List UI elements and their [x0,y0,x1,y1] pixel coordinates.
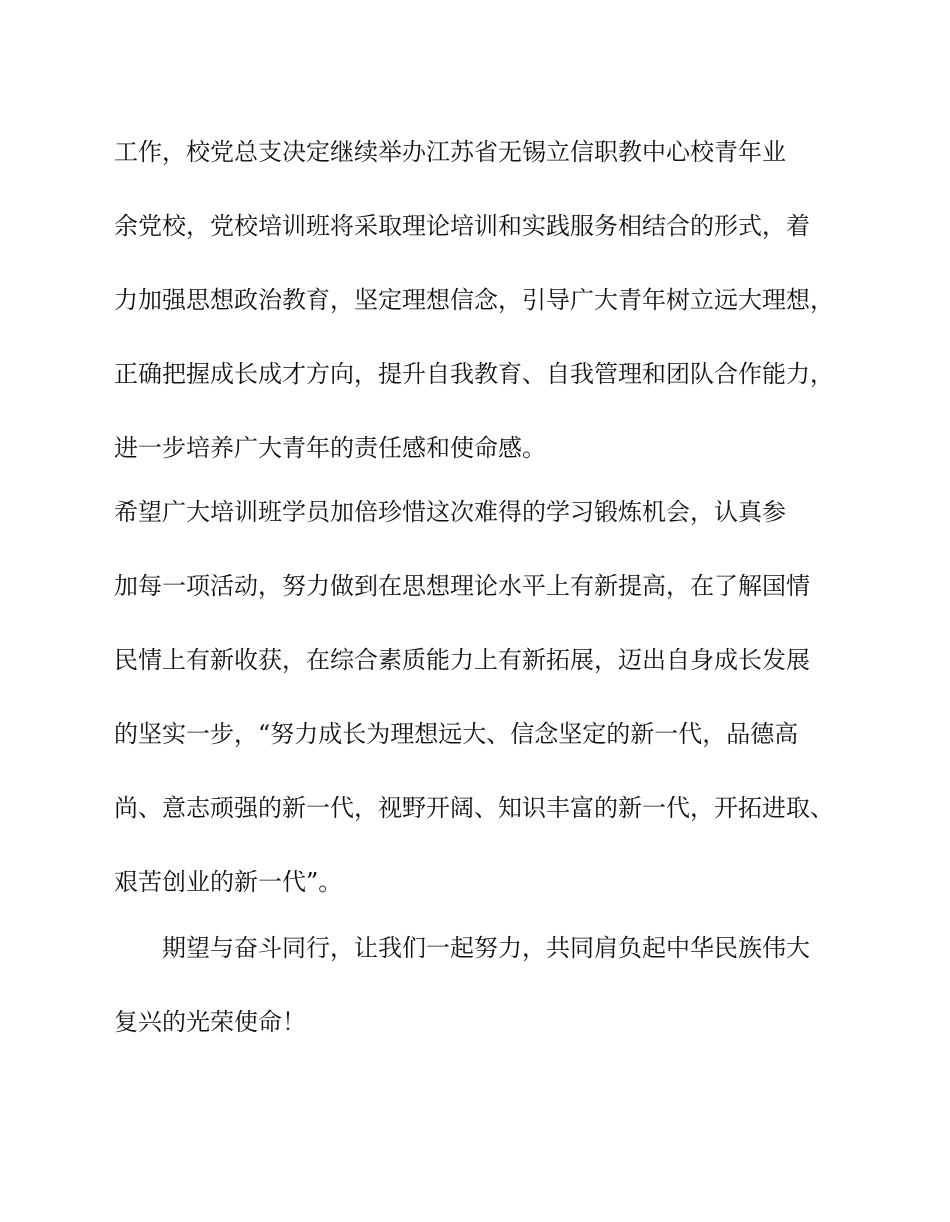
body-line: 复兴的光荣使命！ [114,1008,306,1036]
body-line: 工作，校党总支决定继续举办江苏省无锡立信职教中心校青年业 [114,138,786,166]
body-line: 民情上有新收获，在综合素质能力上有新拓展，迈出自身成长发展 [114,646,810,674]
body-line: 加每一项活动，努力做到在思想理论水平上有新提高，在了解国情 [114,572,810,600]
body-line: 正确把握成长成才方向，提升自我教育、自我管理和团队合作能力， [114,360,834,388]
body-line: 艰苦创业的新一代”。 [114,868,343,896]
body-line: 进一步培养广大青年的责任感和使命感。 [114,434,546,462]
body-line: 尚、意志顽强的新一代，视野开阔、知识丰富的新一代，开拓进取、 [114,794,834,822]
body-line: 的坚实一步，“努力成长为理想远大、信念坚定的新一代，品德高 [114,720,799,748]
body-line: 余党校，党校培训班将采取理论培训和实践服务相结合的形式，着 [114,212,810,240]
body-line: 力加强思想政治教育，坚定理想信念，引导广大青年树立远大理想， [114,286,834,314]
body-line: 希望广大培训班学员加倍珍惜这次难得的学习锻炼机会，认真参 [114,498,786,526]
body-line: 期望与奋斗同行，让我们一起努力，共同肩负起中华民族伟大 [162,934,810,962]
